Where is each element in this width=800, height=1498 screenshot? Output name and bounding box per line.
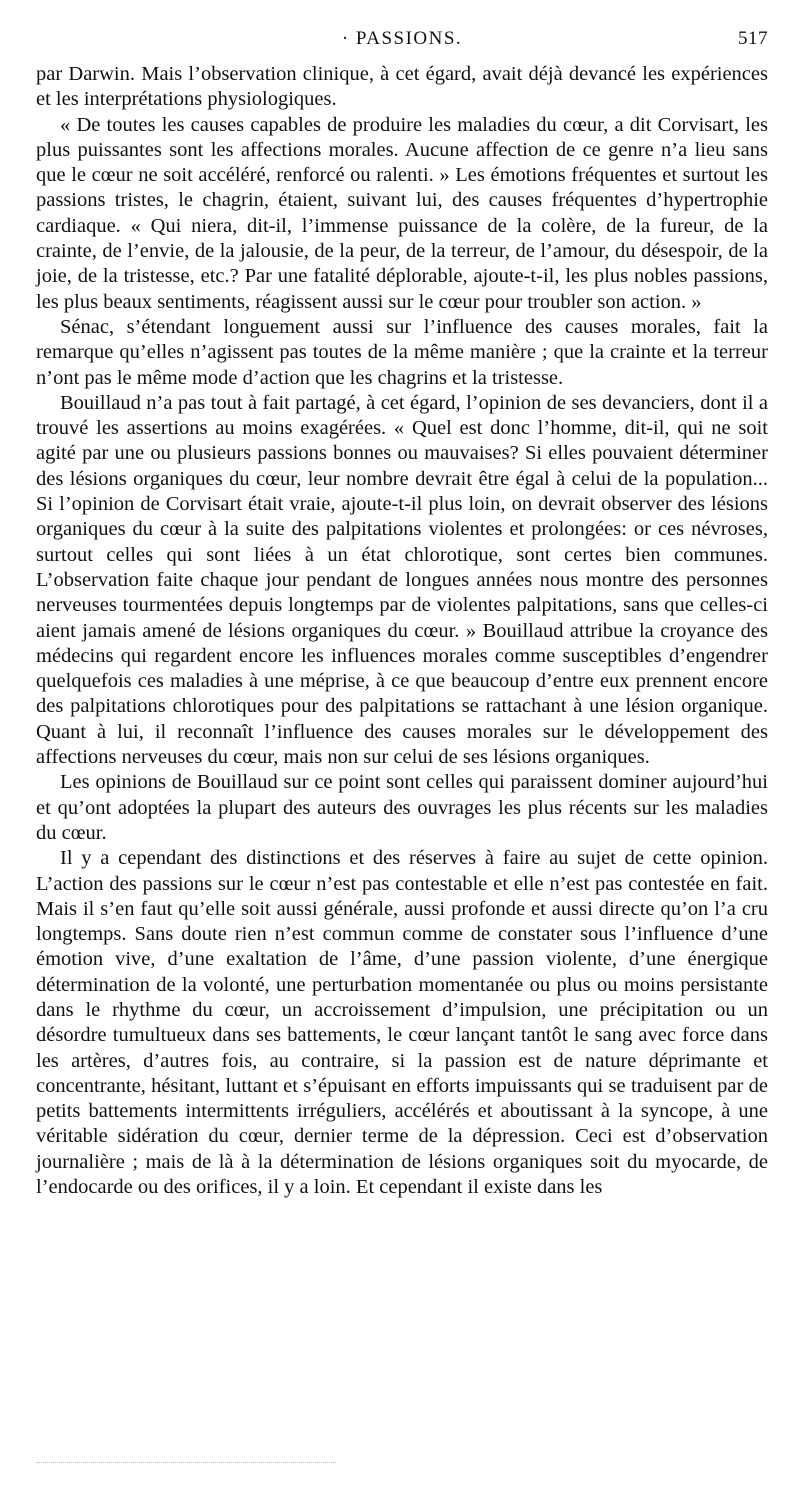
paragraph-corvisart: « De toutes les causes capables de produire les maladies du cœur, a dit Corvisart, les plus puissantes sont les affections morales. Aucune affection de ce genre n’a lieu sans que le cœur ne soit accéléré, renforcé ou ralenti. » Les émotions fréquentes et surtout les passions tristes, le chagrin, étaient, suivant lui, des causes fréquentes d’hypertrophie cardiaque. « Qui niera, dit-il, l’immense puissance de la colère, de la fureur, de la crainte, de l’envie, de la jalousie, de la peur, de la terreur, de l’amour, du désespoir, de la joie, de la tristesse, etc.? Par une fatalité déplorable, ajoute-t-il, les plus nobles passions, les plus beaux sentiments, réagissent aussi sur le cœur pour troubler son action. » — [36, 113, 768, 313]
paragraph-bouillaud-opinions: Les opinions de Bouillaud sur ce point sont celles qui paraissent dominer aujourd’hui et qu’ont adoptées la plupart des auteurs des ouvrages les plus récents sur les maladies du cœur. — [36, 771, 768, 844]
body-text — [36, 62, 768, 1200]
running-title: · PASSIONS. — [341, 28, 463, 49]
page-number: 517 — [738, 28, 768, 49]
paragraph-bouillaud: Bouillaud n’a pas tout à fait partagé, à cet égard, l’opinion de ses devanciers, dont il a trouvé les assertions au moins exagérées. « Quel est donc l’homme, dit-il, qui ne soit agité par une ou plusieurs passions bonnes ou mauvaises? Si elles pouvaient déterminer des lésions organiques du cœur, leur nombre devrait être égal à celui de la population... Si l’opinion de Corvisart était vraie, ajoute-t-il plus loin, on devrait observer des lésions organiques du cœur à la suite des palpitations violentes et prolongées: or ces névroses, surtout celles qui sont liées à un état chlorotique, sont certes bien communes. L’observation faite chaque jour pendant de longues années nous montre des personnes nerveuses tourmentées depuis longtemps par de violentes palpitations, sans que celles-ci aient jamais amené de lésions organiques du cœur. » Bouillaud attribue la croyance des médecins qui regardent encore les influences morales comme susceptibles d’engendrer quelquefois ces maladies à une méprise, à ce que beaucoup d’entre eux prennent encore des palpitations chlorotiques pour des palpitations se rattachant à une lésion organique. Quant à lui, il reconnaît l’influence des causes morales sur le développement des affections nerveuses du cœur, mais non sur celui de ses lésions organiques. — [36, 391, 768, 769]
footer-bleed-through — [36, 1462, 336, 1465]
paragraph-distinctions: Il y a cependant des distinctions et des réserves à faire au sujet de cette opinion. L’action des passions sur le cœur n’est pas contestable et elle n’est pas contestée en fait. Mais il s’en faut qu’elle soit aussi générale, aussi profonde et aussi directe qu’on l’a cru longtemps. Sans doute rien n’est commun comme de constater sous l’influence d’une émotion vive, d’une exaltation de l’âme, d’une passion violente, d’une énergique détermination de la volonté, une perturbation momentanée ou plus ou moins persistante dans le rhythme du cœur, un accroissement d’impulsion, une précipitation ou un désordre tumultueux dans ses battements, le cœur lançant tantôt le sang avec force dans les artères, d’autres fois, au contraire, si la passion est de nature déprimante et concentrante, hésitant, luttant et s’épuisant en efforts impuissants qui se traduisent par de petits battements intermittents irréguliers, accélérés et aboutissant à la syncope, à une véritable sidération du cœur, dernier terme de la dépression. Ceci est d’observation journalière ; mais de là à la détermination de lésions organiques soit du myocarde, de l’endocarde ou des orifices, il y a loin. Et cependant il existe dans les — [36, 847, 768, 1199]
page-header — [36, 28, 768, 58]
paragraph-continued: par Darwin. Mais l’observation clinique, à cet égard, avait déjà devancé les expériences et les interprétations physiologiques. — [36, 63, 768, 111]
paragraph-senac: Sénac, s’étendant longuement aussi sur l’influence des causes morales, fait la remarque qu’elles n’agissent pas toutes de la même manière ; que la crainte et la terreur n’ont pas le même mode d’action que les chagrins et la tristesse. — [36, 315, 768, 389]
